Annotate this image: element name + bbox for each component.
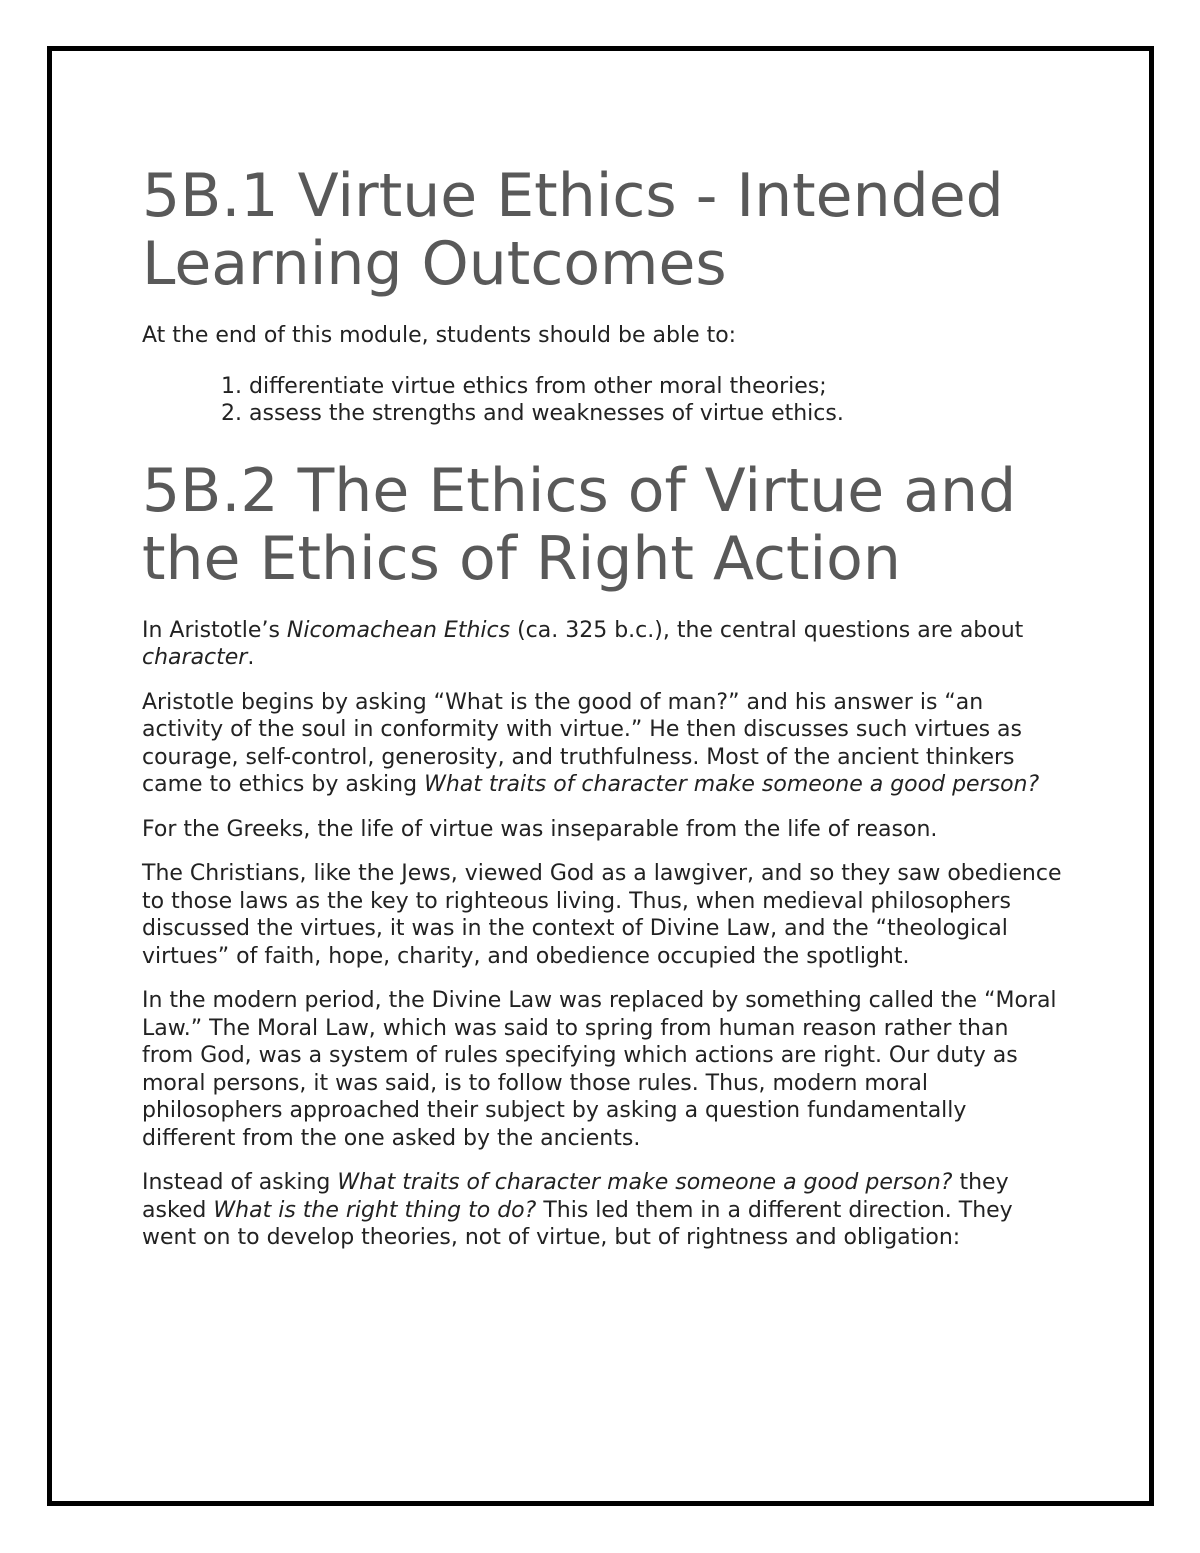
list-item: 2. assess the strengths and weaknesses of virtue ethics. (249, 400, 1062, 427)
text-span: (ca. 325 b.c.), the central questions are about (510, 617, 1024, 643)
text-span: they asked (142, 1170, 1009, 1223)
section-1-heading: 5B.1 Virtue Ethics - Intended Learning Outcomes (142, 161, 1004, 299)
paragraph-modern-period: In the modern period, the Divine Law was replaced by something called the “Moral Law.” The Moral Law, which was said to spring from human reason rather than from God, was a system of rules specifying which actions are right. Our duty as moral persons, it was said, is to follow those rules. Thus, modern moral philosophers approached their subject by asking a question fundamentally different from the one asked by the ancients. (142, 988, 1057, 1151)
text-span: In Aristotle’s (142, 617, 287, 643)
italic-span: Nicomachean Ethics (286, 617, 511, 643)
paragraph-christians: The Christians, like the Jews, viewed God as a lawgiver, and so they saw obedience to those laws as the key to righteous living. Thus, when medieval philosophers discussed the virtues, it was in the context of Divine Law, and the “theological virtues” of faith, hope, charity, and obedience occupied the spotlight. (142, 861, 1062, 969)
section-1-intro: At the end of this module, students should be able to: (142, 323, 737, 348)
document-body (142, 162, 1062, 1252)
text-span: Instead of asking (142, 1170, 338, 1195)
learning-outcomes-list (142, 373, 1062, 427)
paragraph-aristotle-good (142, 689, 1062, 799)
paragraph-greeks: For the Greeks, the life of virtue was inseparable from the life of reason. (142, 816, 938, 842)
paragraph-aristotle-intro (142, 617, 1062, 672)
text-span: This led them in a different direction. They went on to develop theories, not of virtue, but of rightness and obligation: (142, 1197, 1013, 1250)
section-2-heading: 5B.2 The Ethics of Virtue and the Ethics of Right Action (142, 455, 1017, 594)
italic-span: character (142, 645, 248, 670)
italic-span: What traits of character make someone a good person? (424, 772, 1040, 797)
paragraph-instead (142, 1169, 1062, 1252)
list-item: 1. differentiate virtue ethics from other moral theories; (249, 373, 1062, 400)
italic-span: What traits of character make someone a good person? (337, 1170, 953, 1195)
text-span: Aristotle begins by asking “What is the good of man?” and his answer is “an activity of the soul in conformity with virtue.” He then discusses such virtues as courage, self-control, generosity, and truthfulness. Most of the ancient thinkers came to ethics by asking (142, 689, 1022, 797)
text-span: . (247, 645, 255, 670)
italic-span: What is the right thing to do? (213, 1197, 537, 1223)
